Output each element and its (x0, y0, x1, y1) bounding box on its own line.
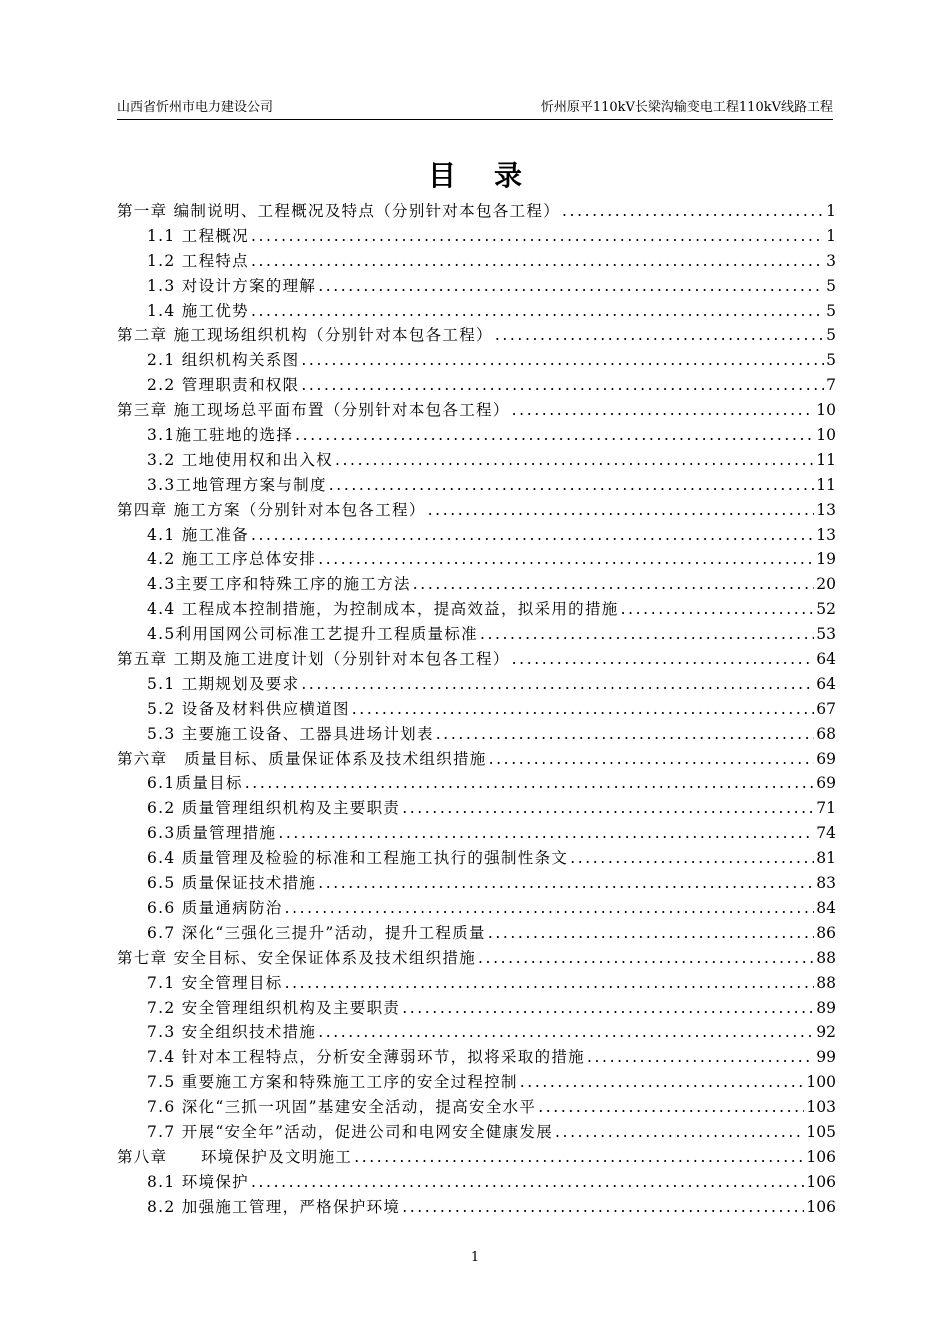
toc-entry-page: 5 (826, 301, 836, 320)
toc-entry-page: 68 (816, 724, 836, 743)
toc-entry-page: 88 (816, 948, 836, 967)
toc-dot-leader (489, 747, 815, 772)
toc-section-entry[interactable] (117, 896, 836, 921)
toc-entry-label: 7.5 重要施工方案和特殊施工工序的安全过程控制 (147, 1073, 518, 1092)
toc-dot-leader (352, 697, 814, 722)
toc-entry-page: 5 (826, 326, 836, 345)
toc-entry-page: 52 (816, 600, 836, 619)
toc-dot-leader (285, 971, 815, 996)
toc-entry-page: 11 (816, 475, 836, 494)
toc-entry-label: 7.3 安全组织技术措施 (147, 1023, 317, 1042)
toc-dot-leader (587, 1045, 814, 1070)
header-project: 忻州原平110kV长梁沟输变电工程110kV线路工程 (540, 100, 833, 115)
toc-entry-page: 86 (816, 923, 836, 942)
toc-dot-leader (301, 348, 824, 373)
toc-entry-page: 7 (826, 376, 836, 395)
toc-section-entry[interactable] (117, 796, 836, 821)
toc-entry-page: 1 (826, 202, 836, 220)
toc-entry-page: 99 (816, 1048, 836, 1067)
toc-entry-label: 1.3 对设计方案的理解 (147, 276, 317, 295)
toc-entry-label: 8.2 加强施工管理，严格保护环境 (147, 1197, 401, 1216)
page-header (117, 97, 833, 120)
toc-dot-leader (428, 498, 815, 523)
toc-dot-leader (402, 1195, 804, 1220)
toc-chapter-entry[interactable] (117, 498, 836, 523)
toc-dot-leader (251, 299, 824, 324)
toc-entry-label: 6.2 质量管理组织机构及主要职责 (147, 799, 401, 818)
toc-dot-leader (570, 846, 814, 871)
toc-section-entry[interactable] (117, 722, 836, 747)
toc-entry-label: 7.1 安全管理目标 (147, 973, 283, 992)
toc-section-entry[interactable] (117, 846, 836, 871)
toc-dot-leader (285, 896, 815, 921)
toc-section-entry[interactable] (117, 871, 836, 896)
toc-dot-leader (251, 224, 824, 249)
toc-entry-page: 84 (816, 898, 836, 917)
toc-entry-label: 1.1 工程概况 (147, 226, 249, 245)
toc-entry-label: 第三章 施工现场总平面布置（分别针对本包各工程） (117, 401, 510, 420)
toc-section-entry[interactable] (117, 1095, 836, 1120)
toc-section-entry[interactable] (117, 996, 836, 1021)
toc-section-entry[interactable] (117, 299, 836, 324)
toc-dot-leader (251, 523, 814, 548)
toc-chapter-entry[interactable] (117, 398, 836, 423)
toc-entry-label: 4.5利用国网公司标准工艺提升工程质量标准 (147, 625, 478, 644)
toc-entry-page: 11 (816, 450, 836, 469)
toc-section-entry[interactable] (117, 373, 836, 398)
toc-entry-label: 2.2 管理职责和权限 (147, 376, 300, 395)
toc-section-entry[interactable] (117, 697, 836, 722)
toc-dot-leader (621, 597, 815, 622)
toc-entry-page: 106 (806, 1147, 836, 1166)
toc-entry-label: 第四章 施工方案（分别针对本包各工程） (117, 500, 426, 519)
toc-entry-page: 64 (816, 674, 836, 693)
toc-entry-page: 69 (816, 774, 836, 793)
toc-section-entry[interactable] (117, 771, 836, 796)
toc-entry-page: 10 (816, 401, 836, 420)
toc-entry-page: 53 (816, 625, 836, 644)
toc-entry-label: 第五章 工期及施工进度计划（分别针对本包各工程） (117, 650, 510, 669)
toc-dot-leader (478, 946, 814, 971)
toc-dot-leader (512, 647, 815, 672)
toc-dot-leader (318, 871, 814, 896)
toc-chapter-entry[interactable] (117, 946, 836, 971)
toc-entry-page: 67 (816, 699, 836, 718)
toc-entry-label: 1.4 施工优势 (147, 301, 249, 320)
toc-entry-label: 6.6 质量通病防治 (147, 898, 283, 917)
toc-dot-leader (402, 996, 814, 1021)
toc-entry-label: 8.1 环境保护 (147, 1172, 249, 1191)
toc-dot-leader (318, 547, 814, 572)
toc-entry-label: 5.3 主要施工设备、工器具进场计划表 (147, 724, 434, 743)
toc-section-entry[interactable] (117, 423, 836, 448)
toc-entry-label: 6.5 质量保证技术措施 (147, 874, 317, 893)
toc-section-entry[interactable] (117, 249, 836, 274)
toc-entry-page: 10 (816, 426, 836, 445)
toc-entry-label: 6.4 质量管理及检验的标准和工程施工执行的强制性条文 (147, 849, 569, 868)
toc-entry-page: 3 (826, 251, 836, 270)
toc-entry-page: 88 (816, 973, 836, 992)
toc-chapter-entry[interactable] (117, 323, 836, 348)
toc-entry-label: 7.7 开展“安全年”活动，促进公司和电网安全健康发展 (147, 1122, 554, 1141)
toc-entry-page: 83 (816, 874, 836, 893)
toc-section-entry[interactable] (117, 597, 836, 622)
table-of-contents (117, 199, 836, 1220)
toc-section-entry[interactable] (117, 473, 836, 498)
toc-section-entry[interactable] (117, 672, 836, 697)
toc-entry-label: 6.7 深化“三强化三提升”活动，提升工程质量 (147, 923, 486, 942)
toc-section-entry[interactable] (117, 1020, 836, 1045)
toc-entry-page: 106 (806, 1172, 836, 1191)
toc-entry-label: 6.3质量管理措施 (147, 824, 277, 843)
toc-entry-page: 106 (806, 1197, 836, 1216)
toc-dot-leader (335, 448, 814, 473)
page-title: 目录 (427, 159, 560, 192)
toc-entry-page: 64 (816, 650, 836, 669)
toc-dot-leader (562, 199, 824, 224)
toc-section-entry[interactable] (117, 523, 836, 548)
toc-section-entry[interactable] (117, 622, 836, 647)
toc-entry-label: 6.1质量目标 (147, 774, 243, 793)
toc-entry-label: 第一章 编制说明、工程概况及特点（分别针对本包各工程） (117, 202, 561, 220)
toc-entry-page: 71 (816, 799, 836, 818)
toc-entry-label: 第八章 环境保护及文明施工 (117, 1147, 353, 1166)
toc-entry-page: 69 (816, 749, 836, 768)
toc-entry-page: 100 (806, 1073, 836, 1092)
toc-dot-leader (436, 722, 814, 747)
toc-section-entry[interactable] (117, 572, 836, 597)
toc-dot-leader (245, 771, 815, 796)
toc-entry-label: 1.2 工程特点 (147, 251, 249, 270)
toc-dot-leader (318, 1020, 814, 1045)
toc-entry-page: 103 (806, 1098, 836, 1117)
toc-dot-leader (251, 249, 824, 274)
toc-dot-leader (413, 572, 815, 597)
toc-section-entry[interactable] (117, 224, 836, 249)
toc-entry-page: 13 (816, 500, 836, 519)
toc-chapter-entry[interactable] (117, 199, 836, 224)
toc-entry-label: 4.3主要工序和特殊工序的施工方法 (147, 575, 411, 594)
toc-entry-label: 3.1施工驻地的选择 (147, 426, 294, 445)
toc-dot-leader (318, 274, 824, 299)
toc-entry-label: 5.1 工期规划及要求 (147, 674, 300, 693)
toc-dot-leader (295, 423, 814, 448)
toc-section-entry[interactable] (117, 1120, 836, 1145)
toc-entry-page: 5 (826, 276, 836, 295)
toc-entry-label: 3.2 工地使用权和出入权 (147, 450, 333, 469)
toc-dot-leader (329, 473, 815, 498)
toc-chapter-entry[interactable] (117, 747, 836, 772)
toc-dot-leader (301, 373, 824, 398)
toc-dot-leader (538, 1095, 804, 1120)
toc-section-entry[interactable] (117, 348, 836, 373)
page-number: 1 (470, 1250, 480, 1265)
toc-entry-label: 4.1 施工准备 (147, 525, 249, 544)
toc-entry-page: 1 (826, 226, 836, 245)
toc-chapter-entry[interactable] (117, 1145, 836, 1170)
toc-entry-page: 74 (816, 824, 836, 843)
toc-entry-label: 3.3工地管理方案与制度 (147, 475, 327, 494)
toc-dot-leader (301, 672, 814, 697)
toc-section-entry[interactable] (117, 821, 836, 846)
toc-entry-page: 89 (816, 998, 836, 1017)
toc-entry-page: 81 (816, 849, 836, 868)
toc-entry-label: 7.4 针对本工程特点，分析安全薄弱环节，拟将采取的措施 (147, 1048, 585, 1067)
toc-entry-label: 7.2 安全管理组织机构及主要职责 (147, 998, 401, 1017)
toc-entry-label: 4.4 工程成本控制措施，为控制成本，提高效益，拟采用的措施 (147, 600, 619, 619)
toc-section-entry[interactable] (117, 971, 836, 996)
toc-entry-label: 2.1 组织机构关系图 (147, 351, 300, 370)
toc-entry-label: 5.2 设备及材料供应横道图 (147, 699, 350, 718)
toc-entry-label: 第六章 质量目标、质量保证体系及技术组织措施 (117, 749, 487, 768)
toc-section-entry[interactable] (117, 1195, 836, 1220)
header-company: 山西省忻州市电力建设公司 (117, 100, 274, 115)
toc-entry-label: 第七章 安全目标、安全保证体系及技术组织措施 (117, 948, 477, 967)
toc-chapter-entry[interactable] (117, 647, 836, 672)
toc-entry-page: 92 (816, 1023, 836, 1042)
toc-section-entry[interactable] (117, 448, 836, 473)
toc-entry-page: 5 (826, 351, 836, 370)
toc-entry-page: 13 (816, 525, 836, 544)
toc-entry-page: 19 (816, 550, 836, 569)
toc-dot-leader (354, 1145, 804, 1170)
toc-dot-leader (495, 323, 824, 348)
toc-section-entry[interactable] (117, 1045, 836, 1070)
toc-section-entry[interactable] (117, 1170, 836, 1195)
toc-entry-label: 7.6 深化“三抓一巩固”基建安全活动，提高安全水平 (147, 1098, 537, 1117)
toc-entry-page: 105 (806, 1122, 836, 1141)
toc-entry-page: 20 (816, 575, 836, 594)
toc-dot-leader (480, 622, 814, 647)
toc-dot-leader (278, 821, 814, 846)
toc-dot-leader (488, 921, 814, 946)
toc-dot-leader (251, 1170, 804, 1195)
toc-section-entry[interactable] (117, 1070, 836, 1095)
toc-section-entry[interactable] (117, 547, 836, 572)
toc-dot-leader (402, 796, 814, 821)
toc-section-entry[interactable] (117, 274, 836, 299)
toc-entry-label: 4.2 施工工序总体安排 (147, 550, 317, 569)
toc-dot-leader (555, 1120, 804, 1145)
toc-dot-leader (512, 398, 815, 423)
toc-entry-label: 第二章 施工现场组织机构（分别针对本包各工程） (117, 326, 493, 345)
toc-section-entry[interactable] (117, 921, 836, 946)
toc-dot-leader (520, 1070, 805, 1095)
